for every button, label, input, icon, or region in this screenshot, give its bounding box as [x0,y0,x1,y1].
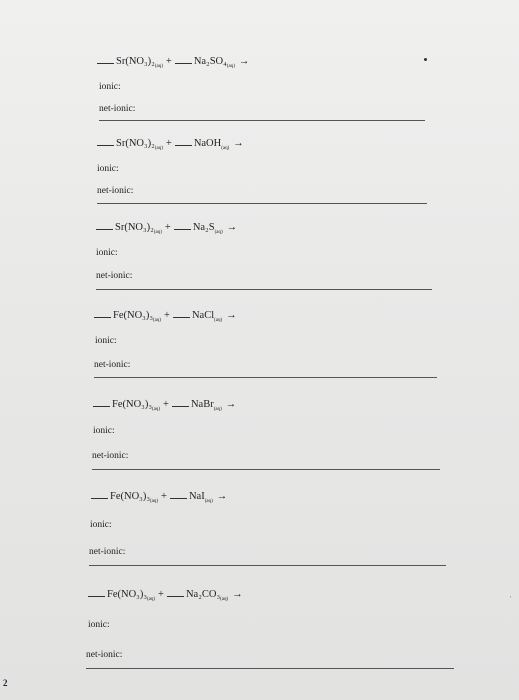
coefficient-blank[interactable] [91,498,108,499]
speck-mark [424,58,427,61]
phase-label: (aq) [213,407,222,412]
answer-line[interactable] [97,203,427,204]
ionic-label: ionic: [95,336,117,346]
reactant-2: NaOH [193,138,222,149]
reactant-2: NaI [188,491,205,502]
reactant-2: Na₂S [192,222,215,233]
plus-sign: + [161,491,167,502]
equation-1 [97,56,249,69]
phase-label: (aq) [220,597,229,602]
plus-sign: + [164,222,171,233]
plus-sign: + [164,310,170,321]
phase-label: (aq) [214,230,223,235]
phase-label: (aq) [153,230,162,235]
reactant-1: Fe(NO₃)₃ [107,589,147,600]
coefficient-blank[interactable] [173,317,190,318]
reactant-2: NaBr [190,399,214,410]
phase-label: (aq) [154,146,163,151]
phase-label: (aq) [154,64,163,69]
equation-4 [94,310,237,323]
plus-sign: + [158,589,164,600]
phase-label: (aq) [214,318,223,323]
margin-mark: ' [510,595,512,603]
plus-sign: + [163,399,169,410]
phase-label: (aq) [152,318,162,323]
ionic-label: ionic: [97,164,119,174]
equation-5 [93,399,236,412]
page-number: 2 [3,678,8,688]
coefficient-blank[interactable] [97,63,114,64]
coefficient-blank[interactable] [172,406,189,407]
coefficient-blank[interactable] [167,596,184,597]
reaction-arrow: → [216,491,228,502]
coefficient-blank[interactable] [93,406,110,407]
answer-line[interactable] [86,668,454,669]
reactant-1: Sr(NO₃)₂ [116,56,155,67]
equation-7 [88,589,243,602]
reactant-1: Sr(NO₃)₂ [115,222,154,233]
answer-line[interactable] [96,289,432,290]
net-ionic-label: net-ionic: [92,451,129,461]
phase-label: (aq) [149,499,159,504]
coefficient-blank[interactable] [174,229,191,230]
reactant-2: NaCl [191,310,215,321]
ionic-label: ionic: [99,82,121,92]
reactant-1: Sr(NO₃)₂ [116,138,155,149]
equation-6 [91,491,227,504]
reactant-1: Fe(NO₃)₃ [113,310,153,321]
net-ionic-label: net-ionic: [96,271,133,281]
reaction-arrow: → [238,56,250,67]
reaction-arrow: → [226,222,238,233]
phase-label: (aq) [151,407,161,412]
answer-line[interactable] [94,377,437,378]
plus-sign: + [165,56,172,67]
net-ionic-label: net-ionic: [99,104,136,114]
ionic-label: ionic: [90,520,112,530]
reaction-arrow: → [232,589,243,600]
reactant-1: Fe(NO₃)₃ [110,491,150,502]
equation-2 [97,138,244,151]
ionic-label: ionic: [88,620,110,630]
reaction-arrow: → [233,138,244,149]
phase-label: (aq) [221,146,230,151]
coefficient-blank[interactable] [94,317,111,318]
phase-label: (aq) [226,64,235,69]
net-ionic-label: net-ionic: [89,547,126,557]
net-ionic-label: net-ionic: [97,186,134,196]
equation-3 [96,222,237,235]
phase-label: (aq) [204,499,213,504]
coefficient-blank[interactable] [88,596,105,597]
ionic-label: ionic: [93,426,115,436]
reaction-arrow: → [226,310,237,321]
answer-line[interactable] [99,120,425,121]
answer-line[interactable] [92,469,440,470]
coefficient-blank[interactable] [170,498,187,499]
net-ionic-label: net-ionic: [86,650,123,660]
phase-label: (aq) [146,597,156,602]
coefficient-blank[interactable] [97,145,114,146]
coefficient-blank[interactable] [175,63,192,64]
coefficient-blank[interactable] [96,229,113,230]
net-ionic-label: net-ionic: [94,360,131,370]
reactant-1: Fe(NO₃)₃ [112,399,152,410]
ionic-label: ionic: [96,248,118,258]
reaction-arrow: → [225,399,237,410]
reactant-2: Na₂SO₄ [193,56,227,67]
coefficient-blank[interactable] [175,145,192,146]
reactant-2: Na₂CO₃ [185,589,221,600]
plus-sign: + [165,138,172,149]
answer-line[interactable] [89,565,446,566]
